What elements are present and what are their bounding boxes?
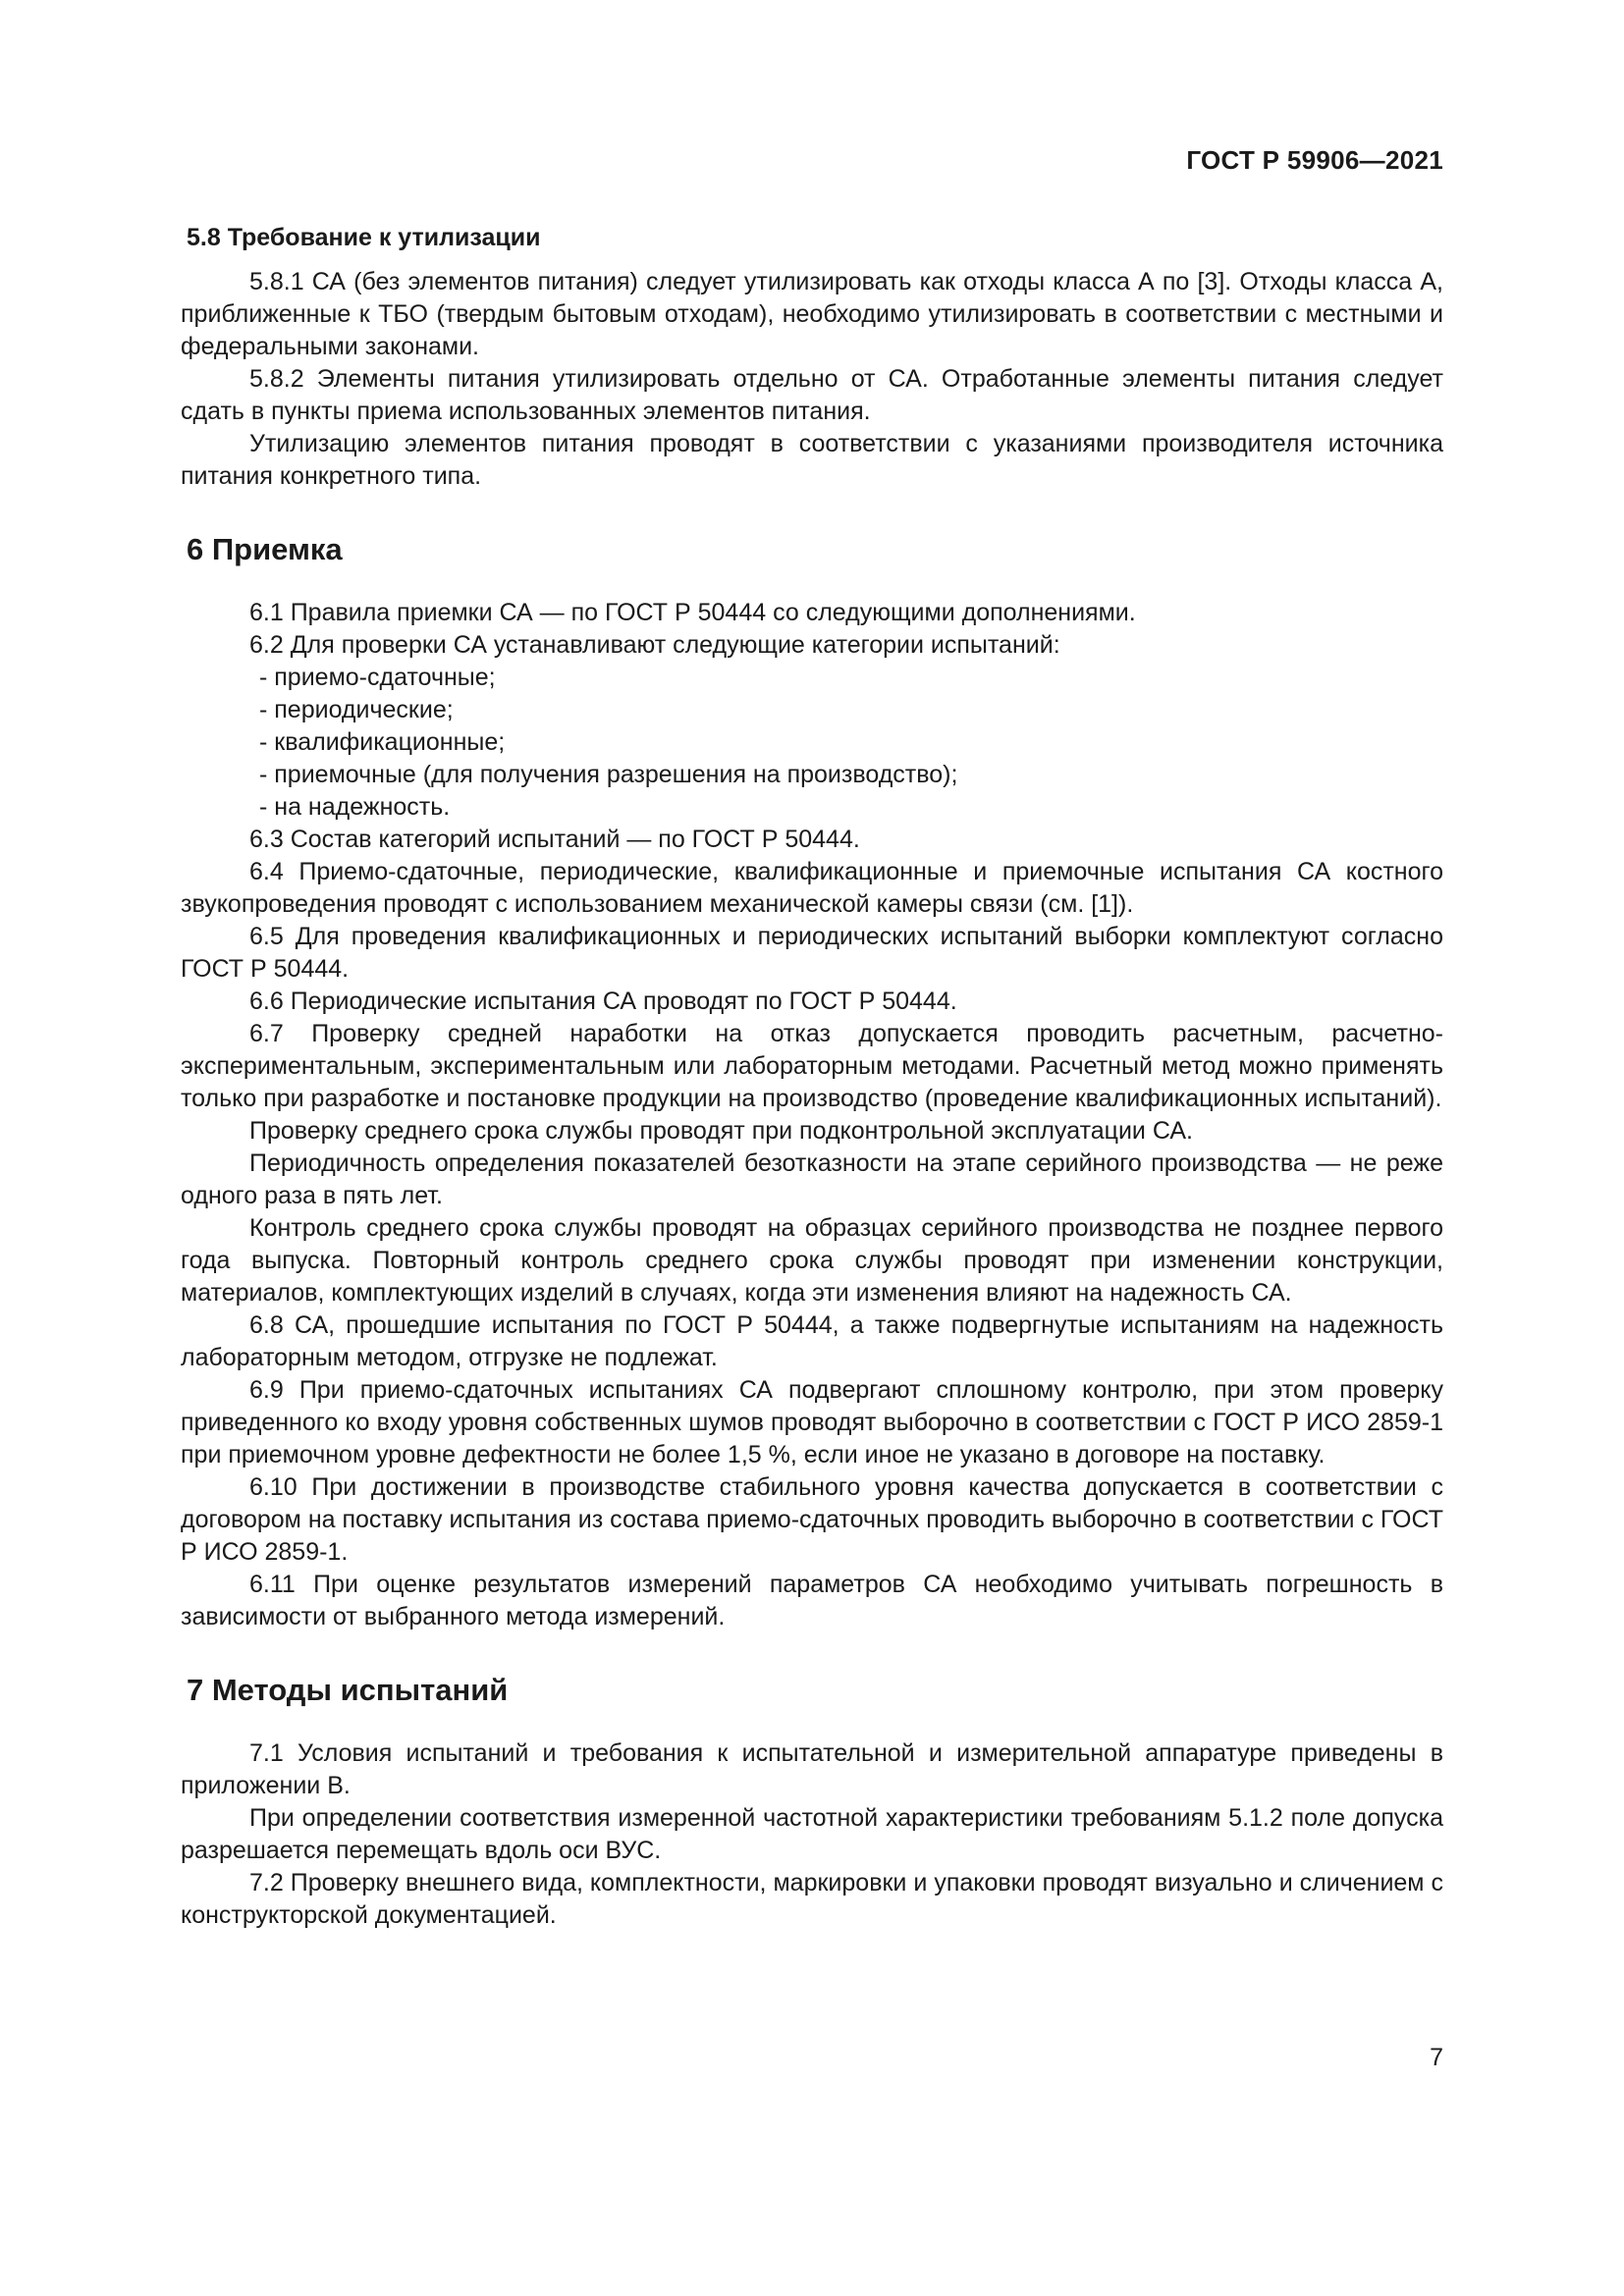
section-7-title: 7 Методы испытаний	[187, 1673, 509, 1707]
paragraph-6-7: 6.7 Проверку средней наработки на отказ допускается проводить расчетным, расчетно-экспериментальным, экспериментальным или лабораторным методами. Расчетный метод можно применять только при разработке и постановке продукции на производство (проведение квалификационных испытаний).	[181, 1020, 1443, 1112]
paragraph-7-1: 7.1 Условия испытаний и требования к испытательной и измерительной аппаратуре приведены в приложении В.	[181, 1739, 1443, 1799]
paragraph-5-8-1: 5.8.1 СА (без элементов питания) следует утилизировать как отходы класса А по [3]. Отходы класса А, приближенные к ТБО (твердым бытовым отходам), необходимо утилизировать в соответствии с местными и федеральными законами.	[181, 268, 1443, 360]
section-5-8-title: 5.8 Требование к утилизации	[187, 224, 541, 251]
standard-header: ГОСТ Р 59906—2021	[1186, 145, 1443, 175]
paragraph-6-8: 6.8 СА, прошедшие испытания по ГОСТ Р 50444, а также подвергнутые испытаниям на надежность лабораторным методом, отгрузке не подлежат.	[181, 1311, 1443, 1371]
paragraph-6-7-control: Контроль среднего срока службы проводят на образцах серийного производства не позднее первого года выпуска. Повторный контроль среднего срока службы проводят при изменении конструкции, материалов, комплектующих изделий в случаях, когда эти изменения влияют на надежность СА.	[181, 1214, 1443, 1307]
paragraph-6-11: 6.11 При оценке результатов измерений параметров СА необходимо учитывать погрешность в зависимости от выбранного метода измерений.	[181, 1571, 1443, 1630]
paragraph-6-9: 6.9 При приемо-сдаточных испытаниях СА подвергают сплошному контролю, при этом проверку приведенного ко входу уровня собственных шумов проводят выборочно в соответствии с ГОСТ Р ИСО 2859-1 при приемочном уровне дефектности не более 1,5 %, если иное не указано в договоре на поставку.	[181, 1376, 1443, 1468]
paragraph-6-2: 6.2 Для проверки СА устанавливают следующие категории испытаний:	[249, 631, 1060, 659]
paragraph-6-6: 6.6 Периодические испытания СА проводят по ГОСТ Р 50444.	[249, 988, 957, 1015]
page-content	[181, 222, 1443, 1932]
paragraph-7-2: 7.2 Проверку внешнего вида, комплектности, маркировки и упаковки проводят визуально и сличением с конструкторской документацией.	[181, 1869, 1443, 1929]
list-item: - квалификационные;	[259, 728, 506, 756]
paragraph-7-1-tolerance: При определении соответствия измеренной частотной характеристики требованиям 5.1.2 поле допуска разрешается перемещать вдоль оси ВУС.	[181, 1804, 1443, 1864]
paragraph-6-5: 6.5 Для проведения квалификационных и периодических испытаний выборки комплектуют согласно ГОСТ Р 50444.	[181, 923, 1443, 983]
paragraph-6-4: 6.4 Приемо-сдаточные, периодические, квалификационные и приемочные испытания СА костного звукопроведения проводят с использованием механической камеры связи (см. [1]).	[181, 858, 1443, 918]
paragraph-6-7-service-life: Проверку среднего срока службы проводят при подконтрольной эксплуатации СА.	[249, 1117, 1193, 1145]
page-number: 7	[1430, 2044, 1443, 2071]
paragraph-6-3: 6.3 Состав категорий испытаний — по ГОСТ Р 50444.	[249, 826, 860, 853]
list-item: - периодические;	[259, 696, 454, 723]
paragraph-6-7-periodicity: Периодичность определения показателей безотказности на этапе серийного производства — не реже одного раза в пять лет.	[181, 1149, 1443, 1209]
list-item: - приемо-сдаточные;	[259, 664, 496, 691]
paragraph-6-10: 6.10 При достижении в производстве стабильного уровня качества допускается в соответствии с договором на поставку испытания из состава приемо-сдаточных проводить выборочно в соответствии с ГОСТ Р ИСО 2859-1.	[181, 1473, 1443, 1566]
list-item: - на надежность.	[259, 793, 451, 821]
list-item: - приемочные (для получения разрешения на производство);	[259, 761, 958, 788]
paragraph-5-8-note: Утилизацию элементов питания проводят в соответствии с указаниями производителя источника питания конкретного типа.	[181, 430, 1443, 490]
section-6-title: 6 Приемка	[187, 532, 343, 566]
paragraph-6-1: 6.1 Правила приемки СА — по ГОСТ Р 50444 со следующими дополнениями.	[249, 599, 1136, 626]
paragraph-5-8-2: 5.8.2 Элементы питания утилизировать отдельно от СА. Отработанные элементы питания следует сдать в пункты приема использованных элементов питания.	[181, 365, 1443, 425]
